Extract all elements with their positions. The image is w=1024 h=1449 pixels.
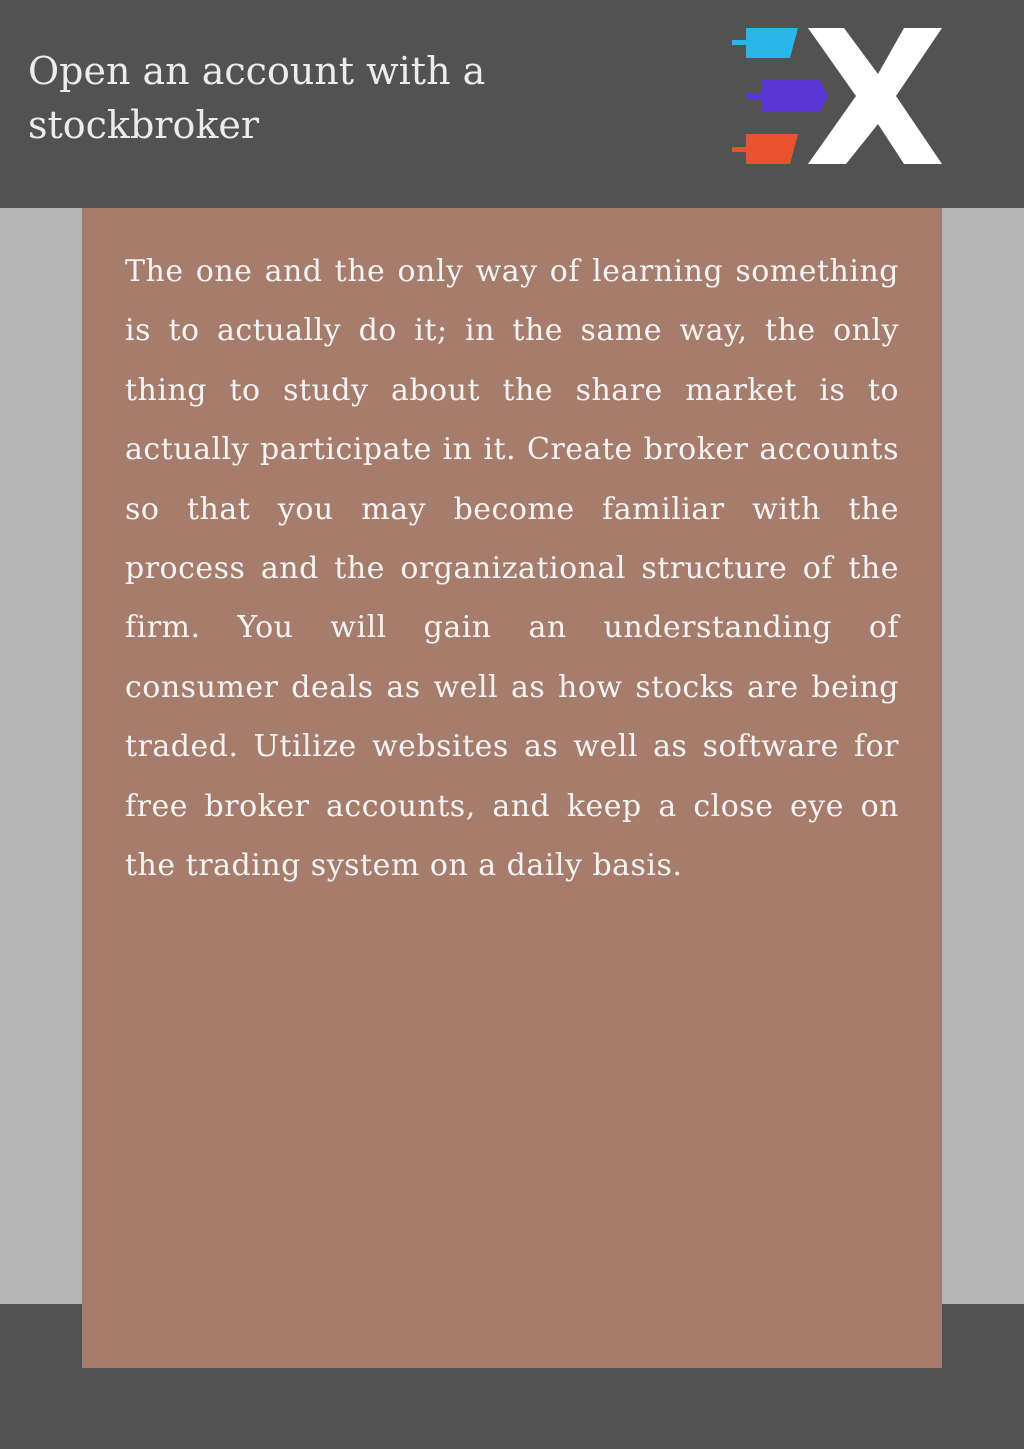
- logo-bar-middle: [762, 80, 828, 112]
- logo-letter-x: [808, 28, 942, 164]
- logo-bar-bottom-stub: [732, 147, 748, 152]
- dx-logo-icon: [728, 24, 944, 168]
- logo-bar-bottom: [746, 134, 798, 164]
- body-paragraph: The one and the only way of learning something is to actually do it; in the same way, the only thing to study about the share market is to actually participate in it. Create broker accounts so that you may become familiar with the process and the organizational structure of the firm. You will gain an understanding of consumer deals as well as how stocks are being traded. Utilize websites as well as software for free broker accounts, and keep a close eye on the trading system on a daily basis.: [125, 254, 899, 884]
- logo-bar-middle-stub: [746, 93, 764, 99]
- logo-bar-top: [746, 28, 798, 58]
- header-bar: [0, 0, 1024, 208]
- page-title: Open an account with a stockbroker: [28, 49, 486, 147]
- content-card: [82, 208, 942, 1368]
- logo-bar-top-stub: [732, 40, 748, 45]
